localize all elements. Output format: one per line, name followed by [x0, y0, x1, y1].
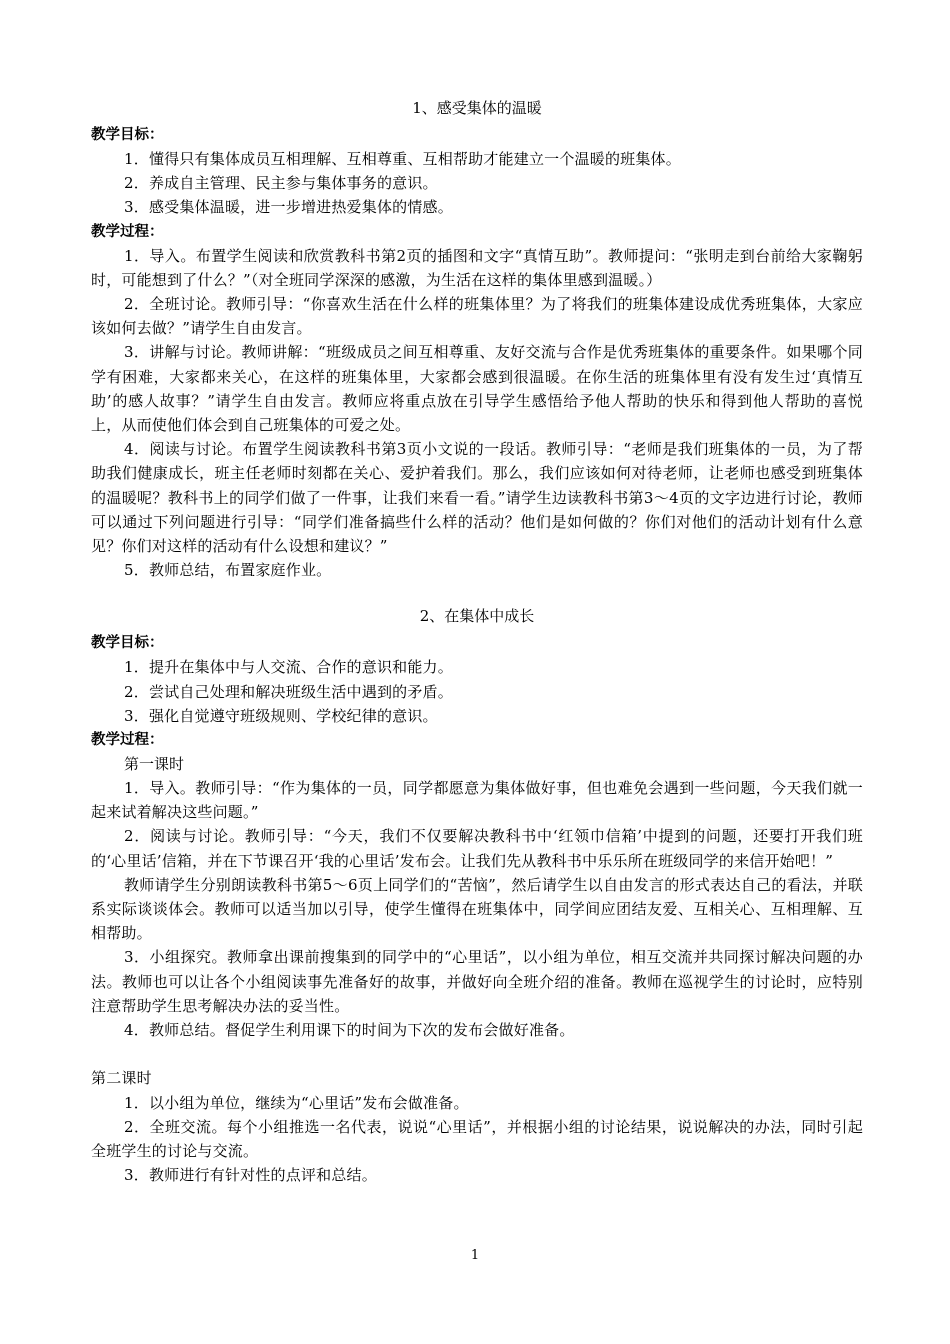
- section-spacer: [91, 582, 863, 606]
- period-2-step-3: 3．教师进行有针对性的点评和总结。: [124, 1166, 377, 1185]
- lesson-2-process-heading: 教学过程：: [91, 732, 164, 749]
- document-page: [91, 98, 863, 1187]
- lesson-2-goal-1: 1．提升在集体中与人交流、合作的意识和能力。: [124, 658, 453, 677]
- period-1-step-2-followup: 教师请学生分别朗读教科书第5～6页上同学们的“苦恼”，然后请学生以自由发言的形式表达自己的看法，并联系实际谈谈体会。教师可以适当加以引导，使学生懂得在班集体中，同学间应团结友爱、互相关心、互相理解、互相帮助。: [91, 875, 863, 943]
- lesson-2-goals-heading: 教学目标：: [91, 635, 164, 652]
- period-1-step-2: 2．阅读与讨论。教师引导：“今天，我们不仅要解决教科书中‘红领巾信箱’中提到的问题，还要打开我们班的‘心里话’信箱，并在下节课召开‘我的心里话’发布会。让我们先从教科书中乐乐所在班级同学的来信开始吧！”: [91, 827, 863, 870]
- period-1-step-1: 1．导入。教师引导：“作为集体的一员，同学都愿意为集体做好事，但也难免会遇到一些问题，今天我们就一起来试着解决这些问题。”: [91, 779, 863, 822]
- lesson-2-goal-3: 3．强化自觉遵守班级规则、学校纪律的意识。: [124, 706, 438, 725]
- lesson-1-goal-3: 3．感受集体温暖，进一步增进热爱集体的情感。: [124, 198, 453, 217]
- period-2-label: 第二课时: [91, 1069, 152, 1088]
- lesson-1-step-2: 2．全班讨论。教师引导：“你喜欢生活在什么样的班集体里？为了将我们的班集体建设成优秀班集体，大家应该如何去做？”请学生自由发言。: [91, 295, 863, 338]
- period-1-step-3: 3．小组探究。教师拿出课前搜集到的同学中的“心里话”，以小组为单位，相互交流并共同探讨解决问题的办法。教师也可以让各个小组阅读事先准备好的故事，并做好向全班介绍的准备。教师在巡视学生的讨论时，应特别注意帮助学生思考解决办法的妥当性。: [91, 948, 863, 1015]
- period-1-step-4: 4．教师总结。督促学生利用课下的时间为下次的发布会做好准备。: [124, 1021, 575, 1040]
- period-spacer: [91, 1042, 863, 1066]
- lesson-1-step-5: 5．教师总结，布置家庭作业。: [124, 561, 332, 580]
- lesson-1-title: 1、感受集体的温暖: [412, 99, 542, 117]
- lesson-1-step-4: 4．阅读与讨论。布置学生阅读教科书第3页小文说的一段话。教师引导：“老师是我们班集体的一员，为了帮助我们健康成长，班主任老师时刻都在关心、爱护着我们。那么，我们应该如何对待老师，让老师也感受到班集体的温暖呢？教科书上的同学们做了一件事，让我们来看一看。”请学生边读教科书第3～4页的文字边进行讨论，教师可以通过下列问题进行引导：“同学们准备搞些什么样的活动？他们是如何做的？你们对他们的活动计划有什么意见？你们对这样的活动有什么设想和建议？”: [91, 440, 863, 556]
- lesson-1-goal-2: 2．养成自主管理、民主参与集体事务的意识。: [124, 174, 438, 193]
- lesson-2-goal-2: 2．尝试自己处理和解决班级生活中遇到的矛盾。: [124, 682, 453, 701]
- lesson-1-step-3: 3．讲解与讨论。教师讲解：“班级成员之间互相尊重、友好交流与合作是优秀班集体的重要条件。如果哪个同学有困难，大家都来关心，在这样的班集体里，大家都会感到很温暖。在你生活的班集体里有没有发生过‘真情互助’的感人故事？”请学生自由发言。教师应将重点放在引导学生感悟给予他人帮助的快乐和得到他人帮助的喜悦上，从而使他们体会到自己班集体的可爱之处。: [91, 343, 863, 435]
- lesson-2-title: 2、在集体中成长: [419, 607, 535, 626]
- lesson-1-goals-heading: 教学目标：: [91, 127, 164, 143]
- period-1-label: 第一课时: [124, 755, 185, 774]
- lesson-1-step-1: 1．导入。布置学生阅读和欣赏教科书第2页的插图和文字“真情互助”。教师提问：“张明走到台前给大家鞠躬时，可能想到了什么？”（对全班同学深深的感激，为生活在这样的集体里感到温暖。）: [91, 246, 863, 289]
- period-2-step-1: 1．以小组为单位，继续为“心里话”发布会做准备。: [124, 1093, 469, 1112]
- page-number: 1: [470, 1248, 480, 1263]
- period-2-step-2: 2．全班交流。每个小组推选一名代表，说说“心里话”，并根据小组的讨论结果，说说解决的办法，同时引起全班学生的讨论与交流。: [91, 1117, 863, 1160]
- lesson-1-goal-1: 1．懂得只有集体成员互相理解、互相尊重、互相帮助才能建立一个温暖的班集体。: [124, 150, 681, 168]
- lesson-1-process-heading: 教学过程：: [91, 223, 164, 240]
